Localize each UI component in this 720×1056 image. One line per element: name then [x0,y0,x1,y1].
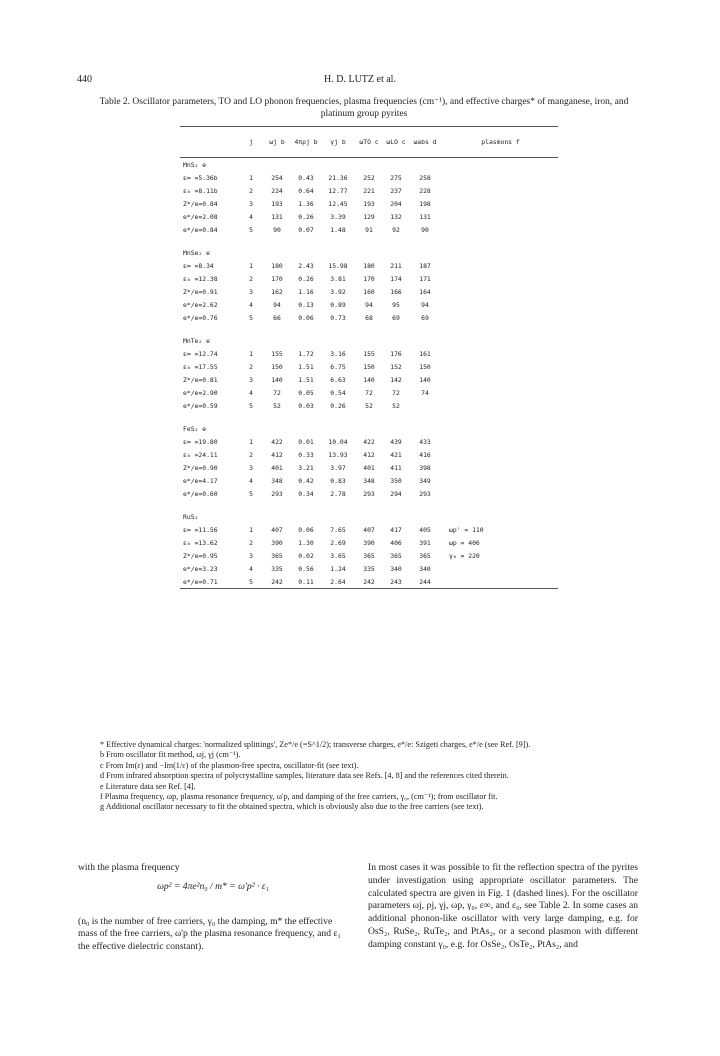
group-spacer [180,500,558,510]
cell-abs: 161 [419,349,431,358]
cell-to: 52 [365,401,373,410]
table-row [180,210,558,223]
cell-g: 10.04 [328,437,348,446]
group-spacer [180,412,558,422]
cell-pl: ωp = 406 [449,538,480,547]
cell-to: 242 [353,575,385,589]
oscillator-table [180,126,558,589]
cell-d: 0.33 [298,450,314,459]
cell-w: 348 [271,476,283,485]
cell-pl [443,197,558,210]
parameter-label: ε₀ =8.11b [183,186,218,195]
table-row [180,223,558,236]
cell-w: 140 [271,375,283,384]
left-intro: with the plasma frequency [78,862,180,873]
table-row [180,259,558,272]
cell-pl [443,171,558,184]
parameter-label: e*/e=0.71 [180,575,237,589]
table-row [180,171,558,184]
cell-d: 0.26 [298,274,314,283]
table-row [180,373,558,386]
table-row [180,386,558,399]
cell-g: 7.65 [330,525,346,534]
cell-abs: 391 [419,538,431,547]
footnote: d From infrared absorption spectra of polycrystalline samples, literature data see Refs. [4, 8] and the references cited therein. [100,771,509,781]
cell-g: 0.54 [330,388,346,397]
parameter-label: Z*/e=0.84 [183,199,218,208]
cell-j: 4 [249,212,253,221]
cell-d: 1.51 [298,362,314,371]
cell-pl [443,223,558,236]
cell-abs: 69 [421,313,429,322]
cell-w: 254 [271,173,283,182]
cell-lo: 406 [390,538,402,547]
cell-j: 2 [249,362,253,371]
page-number: 440 [77,74,92,85]
running-head: H. D. LUTZ et al. [324,74,396,85]
cell-g: 6.63 [330,375,346,384]
parameter-label: e*/e=0.60 [183,489,218,498]
cell-abs: 365 [419,551,431,560]
parameter-label: Z*/e=0.90 [183,463,218,472]
cell-d: 0.07 [298,225,314,234]
cell-lo: 411 [390,463,402,472]
compound-header-row [180,334,558,347]
cell-j: 3 [249,287,253,296]
cell-to: 150 [363,362,375,371]
left-paragraph: (n₀ is the number of free carriers, γ₀ the damping, m* the effective mass of the free carriers, ω'p the plasma resonance frequency, and ε₁ the effective dielectric constant). [78,915,341,953]
cell-to: 140 [363,375,375,384]
table-row [180,347,558,360]
compound-name: FeS₂ e [183,424,207,433]
cell-w: 52 [273,401,281,410]
table-row [180,298,558,311]
cell-abs: 244 [407,575,443,589]
cell-lo: 294 [390,489,402,498]
cell-abs: 171 [419,274,431,283]
cell-lo: 417 [390,525,402,534]
group-spacer [180,236,558,246]
cell-lo: 92 [392,225,400,234]
compound-name: MnSe₂ e [183,248,210,257]
cell-pl [443,461,558,474]
cell-d: 0.64 [298,186,314,195]
cell-d: 0.56 [298,564,314,573]
cell-to: 155 [363,349,375,358]
compound-header-row [180,510,558,523]
cell-d: 1.72 [298,349,314,358]
cell-w: 401 [271,463,283,472]
cell-d: 0.05 [298,388,314,397]
table-header: ωTO c [353,127,385,158]
cell-abs: 433 [419,437,431,446]
cell-to: 407 [363,525,375,534]
cell-lo: 350 [390,476,402,485]
cell-j: 2 [249,186,253,195]
cell-w: 150 [271,362,283,371]
cell-pl: γ₀ = 220 [449,551,480,560]
cell-d: 0.03 [298,401,314,410]
cell-g: 1.48 [330,225,346,234]
cell-pl [443,298,558,311]
cell-to: 390 [363,538,375,547]
table-row [180,549,558,562]
parameter-label: e*/e=0.76 [183,313,218,322]
cell-w: 193 [271,199,283,208]
cell-g: 2.69 [330,538,346,547]
cell-g: 12.77 [328,186,348,195]
cell-w: 407 [271,525,283,534]
parameter-label: Z*/e=0.81 [183,375,218,384]
cell-w: 412 [271,450,283,459]
footnote: e Literature data see Ref. [4]. [100,781,196,791]
cell-w: 365 [271,551,283,560]
cell-to: 221 [363,186,375,195]
cell-j: 3 [249,375,253,384]
cell-d: 3.21 [298,463,314,472]
cell-to: 335 [363,564,375,573]
cell-g: 0.26 [330,401,346,410]
cell-d: 1.30 [298,538,314,547]
compound-header-row [180,422,558,435]
cell-g: 15.98 [328,261,348,270]
cell-j: 1 [249,261,253,270]
cell-j: 4 [249,476,253,485]
cell-j: 3 [249,199,253,208]
cell-lo: 365 [390,551,402,560]
table-header: plasmons f [443,127,558,158]
cell-to: 401 [363,463,375,472]
cell-abs: 164 [419,287,431,296]
table-row [180,461,558,474]
cell-w: 131 [271,212,283,221]
parameter-label: ε₀ =13.62 [183,538,218,547]
cell-w: 155 [271,349,283,358]
parameter-label: ε∞ =11.56 [183,525,218,534]
cell-pl [443,285,558,298]
table-header: γj b [323,127,353,158]
cell-lo: 174 [390,274,402,283]
plasma-equation: ωp² = 4πe²n₀ / m* = ω'p² · ε₁ [157,880,269,892]
parameter-label: e*/e=0.59 [183,401,218,410]
table-header [180,127,237,158]
table-row [180,448,558,461]
cell-g: 3.92 [330,287,346,296]
cell-g: 0.73 [330,313,346,322]
cell-abs: 187 [419,261,431,270]
cell-w: 422 [271,437,283,446]
right-column [368,862,638,952]
cell-pl [443,448,558,461]
cell-to: 170 [363,274,375,283]
cell-lo: 95 [392,300,400,309]
parameter-label: ε₀ =12.38 [183,274,218,283]
parameter-label: e*/e=0.84 [183,225,218,234]
cell-lo: 176 [390,349,402,358]
cell-pl [443,435,558,448]
cell-pl [443,360,558,373]
cell-abs: 150 [419,362,431,371]
table-header-row [180,127,558,158]
cell-j: 2 [249,274,253,283]
cell-pl [443,259,558,272]
cell-lo: 152 [390,362,402,371]
cell-j: 2 [249,538,253,547]
table-row [180,285,558,298]
cell-w: 224 [271,186,283,195]
cell-j: 3 [249,551,253,560]
table-row [180,184,558,197]
compound-name: MnS₂ e [183,160,207,169]
parameter-label: ε∞ =8.34 [183,261,214,270]
parameter-label: e*/e=2.08 [183,212,218,221]
cell-g: 3.16 [330,349,346,358]
cell-lo: 52 [392,401,400,410]
cell-abs: 131 [419,212,431,221]
parameter-label: ε₀ =24.11 [183,450,218,459]
cell-pl [443,487,558,500]
cell-to: 293 [363,489,375,498]
cell-abs: 90 [421,225,429,234]
table-row [180,272,558,285]
cell-j: 1 [249,437,253,446]
parameter-label: ε∞ =5.36b [183,173,218,182]
compound-header-row [180,158,558,172]
footnote: f Plasma frequency, ωp, plasma resonance frequency, ω'p, and damping of the free carriers, γ₀, (cm⁻¹); from oscillator fit. [100,792,498,802]
table-header: ωabs d [407,127,443,158]
cell-abs: 349 [419,476,431,485]
cell-w: 293 [271,489,283,498]
cell-pl: ωp' = 110 [449,525,484,534]
table-row [180,536,558,549]
compound-name: MnTe₂ e [183,336,210,345]
cell-lo: 204 [390,199,402,208]
footnote: * Effective dynamical charges: 'normalized splittings', Ze*/e (=S^1/2); transverse charges, e*/e: Szigeti charges, e*/e (see Ref. [9]). [100,740,531,749]
cell-w: 162 [271,287,283,296]
cell-j: 4 [249,564,253,573]
cell-d: 0.34 [298,489,314,498]
cell-d: 0.13 [298,300,314,309]
cell-to: 129 [363,212,375,221]
cell-to: 180 [363,261,375,270]
cell-d: 0.43 [298,173,314,182]
cell-pl [443,474,558,487]
cell-abs: 416 [419,450,431,459]
cell-w: 94 [273,300,281,309]
cell-d: 1.51 [298,375,314,384]
cell-w: 90 [273,225,281,234]
table-row [180,435,558,448]
cell-pl [443,399,558,412]
cell-d: 2.43 [298,261,314,270]
cell-g: 6.75 [330,362,346,371]
cell-g: 21.36 [328,173,348,182]
cell-abs: 94 [421,300,429,309]
cell-to: 348 [363,476,375,485]
group-spacer [180,324,558,334]
cell-lo: 69 [392,313,400,322]
parameter-label: e*/e=3.23 [183,564,218,573]
cell-d: 0.02 [298,551,314,560]
table-row [180,360,558,373]
cell-j: 1 [249,349,253,358]
cell-g: 12.45 [328,199,348,208]
cell-abs [407,399,443,412]
cell-abs: 198 [419,199,431,208]
cell-lo: 340 [390,564,402,573]
cell-d: 1.16 [298,287,314,296]
cell-lo: 142 [390,375,402,384]
cell-pl [443,373,558,386]
cell-j: 1 [249,525,253,534]
table-row [180,399,558,412]
cell-pl [443,575,558,589]
cell-to: 94 [365,300,373,309]
cell-to: 365 [363,551,375,560]
cell-to: 160 [363,287,375,296]
cell-g: 13.93 [328,450,348,459]
table-header: 4πρj b [289,127,323,158]
table-row [180,197,558,210]
parameter-label: e*/e=4.17 [183,476,218,485]
table-footnotes [100,740,630,813]
table-header: ωLO c [385,127,407,158]
cell-lo: 72 [392,388,400,397]
cell-j: 3 [249,463,253,472]
parameter-label: ε∞ =19.80 [183,437,218,446]
parameter-label: ε∞ =12.74 [183,349,218,358]
cell-j: 5 [249,401,253,410]
parameter-label: Z*/e=0.95 [183,551,218,560]
table-header: j [237,127,265,158]
cell-j: 4 [249,300,253,309]
cell-lo: 211 [390,261,402,270]
cell-lo: 439 [390,437,402,446]
table-row [180,523,558,536]
cell-abs: 398 [419,463,431,472]
table-body [180,158,558,589]
cell-pl [443,386,558,399]
cell-w: 335 [271,564,283,573]
cell-g: 0.89 [330,300,346,309]
table-row [180,311,558,324]
cell-d: 1.36 [298,199,314,208]
footnote: g Additional oscillator necessary to fit the obtained spectra, which is obviously also due to the free carriers (see text). [100,802,484,812]
cell-lo: 166 [390,287,402,296]
parameter-label: e*/e=2.90 [183,388,218,397]
cell-lo: 421 [390,450,402,459]
cell-to: 422 [363,437,375,446]
cell-abs: 258 [419,173,431,182]
table-row [180,562,558,575]
cell-abs: 228 [419,186,431,195]
cell-d: 0.06 [298,313,314,322]
cell-g: 3.97 [330,463,346,472]
parameter-label: ε₀ =17.55 [183,362,218,371]
table-row [180,575,558,589]
cell-j: 5 [237,575,265,589]
cell-to: 68 [365,313,373,322]
right-paragraph: In most cases it was possible to fit the reflection spectra of the pyrites under investigation using appropriate oscillator parameters. The calculated spectra are given in Fig. 1 (dashed lines). For the oscillator parameters ωj, ρj, γj, ωp, γ₀, ε∞, and ε₀, see Table 2. In some cases an additional phonon-like oscillator with very large damping, e.g. for OsS₂, RuSe₂, RuTe₂, and PtAs₂, or a second plasmon with different damping constant γ₀, e.g. for OsSe₂, OsTe₂, PtAs₂, and [368,862,638,950]
cell-pl [443,562,558,575]
footnote: b From oscillator fit method, ωj, γj (cm⁻¹). [100,750,241,760]
cell-lo: 243 [385,575,407,589]
cell-abs: 340 [419,564,431,573]
left-column [78,862,348,954]
cell-to: 412 [363,450,375,459]
cell-lo: 237 [390,186,402,195]
cell-abs: 405 [419,525,431,534]
cell-w: 170 [271,274,283,283]
cell-lo: 275 [390,173,402,182]
cell-to: 72 [365,388,373,397]
cell-w: 180 [271,261,283,270]
cell-pl [443,184,558,197]
cell-g: 1.24 [330,564,346,573]
cell-g: 2.78 [330,489,346,498]
cell-g: 3.39 [330,212,346,221]
cell-j: 5 [249,313,253,322]
cell-abs: 140 [419,375,431,384]
cell-d: 0.42 [298,476,314,485]
cell-j: 4 [249,388,253,397]
cell-pl [443,272,558,285]
compound-name: RuS₂ [183,512,199,521]
table-row [180,487,558,500]
cell-g: 3.65 [330,551,346,560]
cell-d: 0.01 [298,437,314,446]
cell-g: 2.64 [323,575,353,589]
cell-w: 390 [271,538,283,547]
cell-pl [443,311,558,324]
cell-w: 66 [273,313,281,322]
cell-to: 193 [363,199,375,208]
cell-to: 91 [365,225,373,234]
cell-d: 0.26 [298,212,314,221]
cell-j: 1 [249,173,253,182]
cell-j: 5 [249,489,253,498]
footnote: c From Im(ε) and −Im(1/ε) of the plasmon-free spectra, oscillator-fit (see text). [100,760,359,770]
table-caption: Table 2. Oscillator parameters, TO and LO phonon frequencies, plasma frequencies (cm⁻¹), and effective charges* of manganese, iron, and platinum group pyrites [99,97,629,119]
cell-pl [443,347,558,360]
cell-j: 2 [249,450,253,459]
cell-lo: 132 [390,212,402,221]
cell-abs: 293 [419,489,431,498]
cell-w: 242 [265,575,289,589]
cell-g: 3.81 [330,274,346,283]
cell-d: 0.06 [298,525,314,534]
cell-to: 252 [363,173,375,182]
cell-g: 0.83 [330,476,346,485]
table-header: ωj b [265,127,289,158]
parameter-label: e*/e=2.62 [183,300,218,309]
cell-pl [443,210,558,223]
parameter-label: Z*/e=0.91 [183,287,218,296]
compound-header-row [180,246,558,259]
cell-d: 0.11 [289,575,323,589]
cell-j: 5 [249,225,253,234]
table-row [180,474,558,487]
cell-abs: 74 [421,388,429,397]
cell-w: 72 [273,388,281,397]
